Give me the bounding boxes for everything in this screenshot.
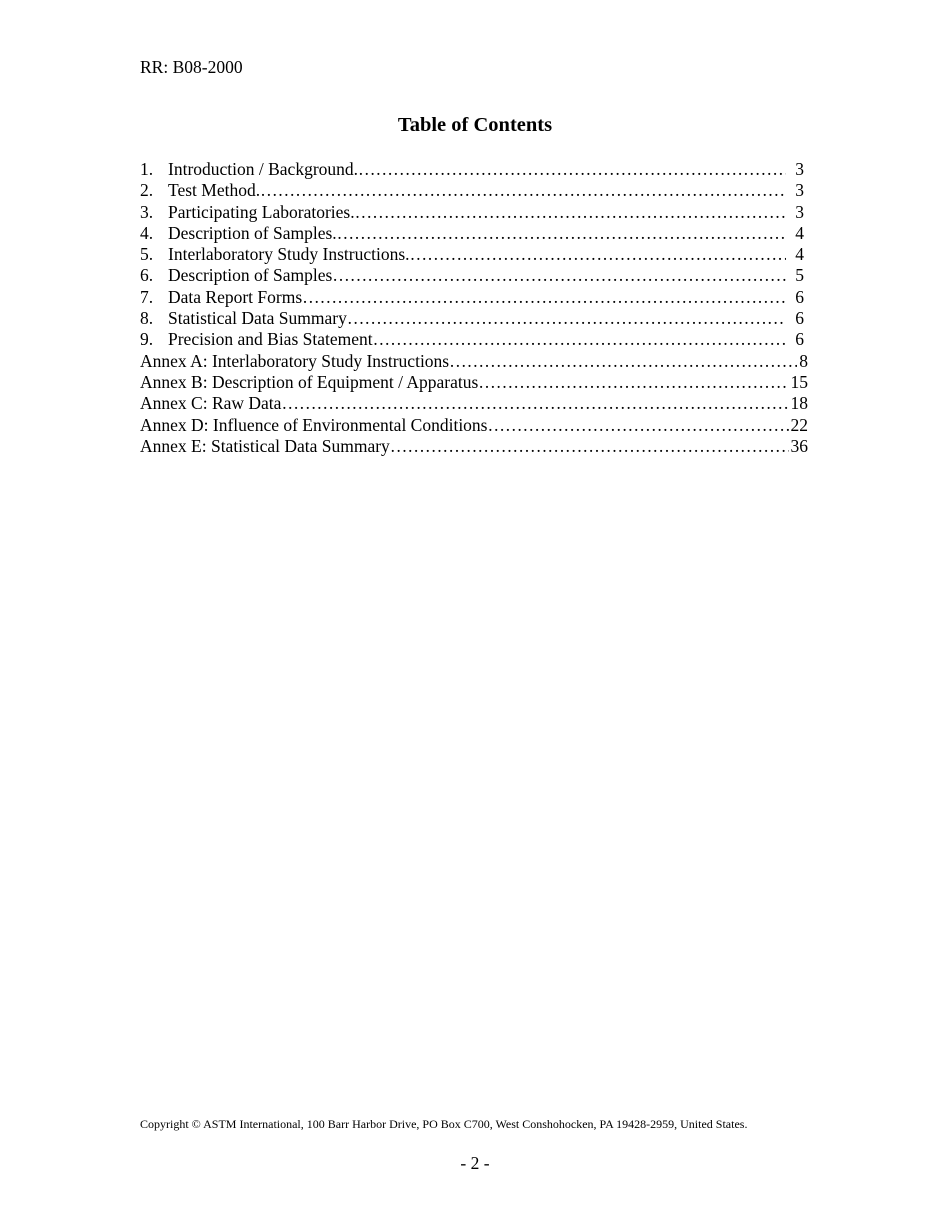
toc-entry-label: Statistical Data Summary — [168, 308, 347, 329]
toc-entry-number: 7. — [140, 286, 154, 307]
dot-leader — [302, 287, 786, 308]
toc-entry-precision-and-bias[interactable] — [140, 329, 808, 350]
dot-leader — [260, 180, 786, 201]
toc-annex-label: Annex A: Interlaboratory Study Instructions — [140, 350, 450, 371]
toc-entry-number: 1. — [140, 159, 154, 179]
toc-entry-number: 3. — [140, 201, 154, 222]
toc-entry-label: Participating Laboratories. — [168, 201, 355, 222]
toc-annex-page: 22 — [790, 414, 808, 435]
toc-annex-a[interactable] — [140, 351, 808, 372]
dot-leader — [347, 308, 786, 329]
toc-entry-data-report-forms[interactable] — [140, 287, 808, 308]
toc-entry-label: Test Method. — [168, 180, 261, 201]
toc-entry-label: Introduction / Background. — [168, 159, 359, 179]
toc-entry-page: 6 — [795, 308, 804, 329]
toc-entry-number: 5. — [140, 244, 154, 265]
toc-entry-page: 6 — [795, 286, 804, 307]
toc-entry-page: 3 — [795, 180, 804, 201]
table-of-contents — [140, 159, 808, 457]
toc-annex-label: Annex C: Raw Data — [140, 393, 282, 414]
dot-leader — [478, 372, 788, 393]
toc-entry-interlaboratory-study-instructions[interactable] — [140, 244, 808, 265]
toc-annex-page: 18 — [790, 393, 808, 414]
toc-title: Table of Contents — [397, 114, 553, 136]
toc-annex-label: Annex E: Statistical Data Summary — [140, 435, 390, 456]
toc-annex-e[interactable] — [140, 436, 808, 457]
toc-entry-introduction[interactable] — [140, 159, 808, 180]
toc-entry-number: 4. — [140, 222, 154, 243]
toc-entry-label: Description of Samples — [168, 265, 333, 286]
toc-entry-number: 6. — [140, 265, 154, 286]
dot-leader — [449, 351, 797, 372]
toc-entry-page: 4 — [795, 222, 804, 243]
dot-leader — [358, 159, 786, 180]
toc-entry-page: 3 — [795, 159, 804, 179]
toc-entry-description-of-samples-2[interactable] — [140, 265, 808, 286]
dot-leader — [281, 393, 788, 414]
dot-leader — [410, 244, 786, 265]
report-reference: RR: B08-2000 — [140, 57, 243, 77]
toc-entry-label: Precision and Bias Statement — [168, 329, 373, 350]
toc-annex-label: Annex D: Influence of Environmental Conditions — [140, 414, 488, 435]
toc-entry-number: 2. — [140, 180, 154, 201]
toc-annex-page: 15 — [790, 371, 808, 392]
toc-entry-label: Interlaboratory Study Instructions. — [168, 244, 410, 265]
toc-annex-c[interactable] — [140, 393, 808, 414]
toc-annex-label: Annex B: Description of Equipment / Apparatus — [140, 371, 479, 392]
dot-leader — [373, 329, 786, 350]
toc-entry-description-of-samples[interactable] — [140, 223, 808, 244]
toc-entry-number: 9. — [140, 329, 154, 350]
dot-leader — [332, 265, 786, 286]
copyright-notice: Copyright © ASTM International, 100 Barr Harbor Drive, PO Box C700, West Conshohocken, PA 19428-2959, United States. — [140, 1117, 748, 1131]
toc-entry-label: Data Report Forms — [168, 286, 303, 307]
page-number: - 2 - — [460, 1153, 490, 1173]
toc-entry-participating-laboratories[interactable] — [140, 202, 808, 223]
toc-entry-statistical-data-summary[interactable] — [140, 308, 808, 329]
toc-entry-page: 5 — [795, 265, 804, 286]
dot-leader — [390, 436, 789, 457]
toc-entry-page: 6 — [795, 329, 804, 350]
toc-annex-d[interactable] — [140, 415, 808, 436]
toc-annex-b[interactable] — [140, 372, 808, 393]
dot-leader — [337, 223, 786, 244]
dot-leader — [488, 415, 789, 436]
toc-annex-page: 36 — [790, 435, 808, 456]
toc-entry-page: 4 — [795, 244, 804, 265]
toc-entry-test-method[interactable] — [140, 180, 808, 201]
toc-entry-page: 3 — [795, 201, 804, 222]
toc-annex-page: 8 — [799, 350, 808, 371]
toc-entry-number: 8. — [140, 308, 154, 329]
toc-entry-label: Description of Samples. — [168, 222, 337, 243]
dot-leader — [355, 202, 786, 223]
